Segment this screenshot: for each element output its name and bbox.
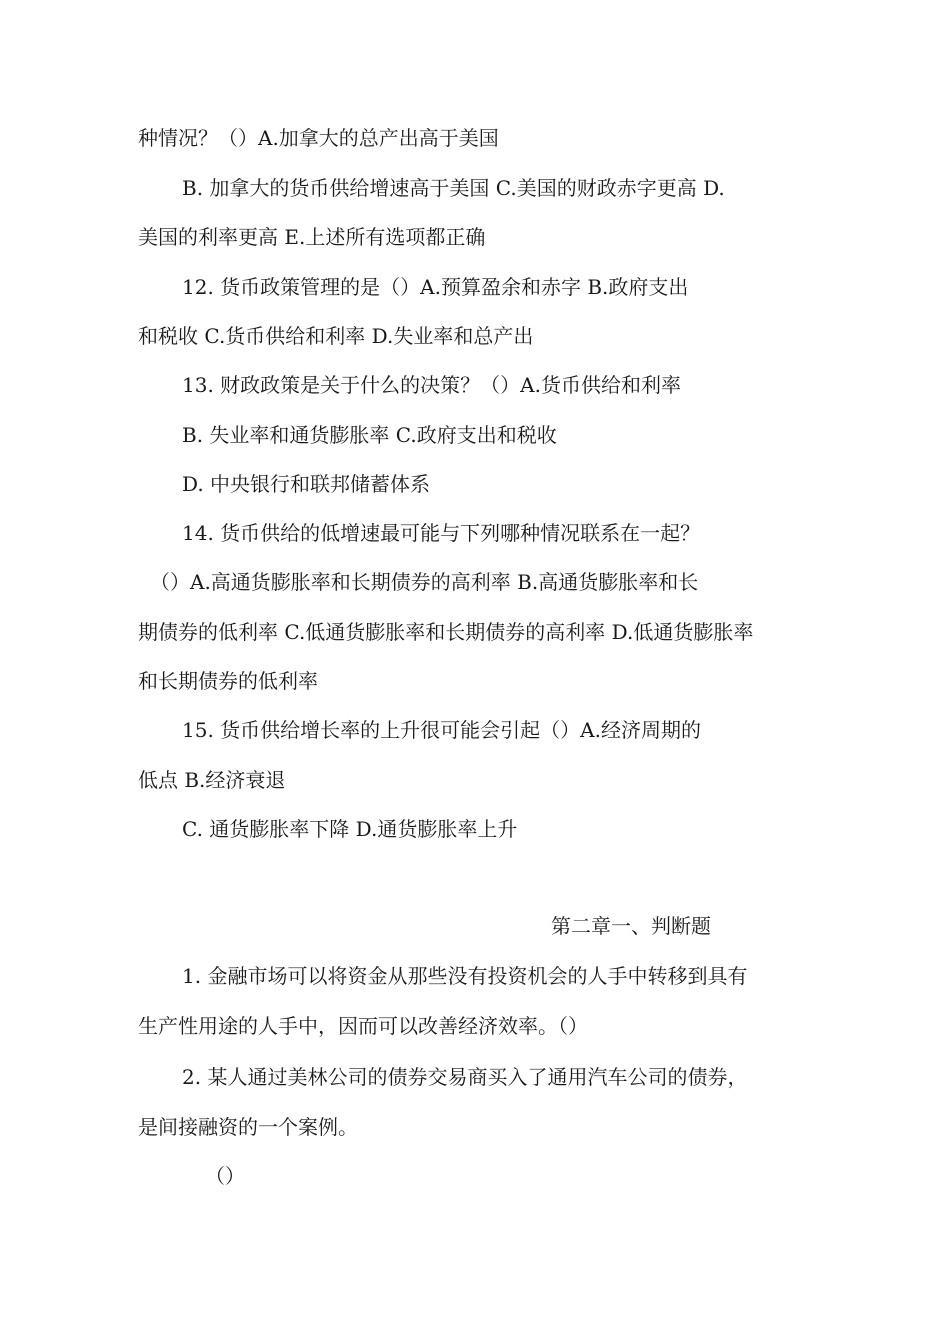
text-line: 12. 货币政策管理的是（）A.预算盈余和赤字 B.政府支出 (182, 275, 689, 299)
text-line: 低点 B.经济衰退 (138, 768, 286, 792)
text-line: 1. 金融市场可以将资金从那些没有投资机会的人手中转移到具有 (182, 964, 748, 988)
text-line: 15. 货币供给增长率的上升很可能会引起（）A.经济周期的 (182, 718, 701, 742)
text-line: 生产性用途的人手中，因而可以改善经济效率。（） (138, 1014, 588, 1038)
text-line: 种情况？（）A.加拿大的总产出高于美国 (138, 126, 499, 150)
text-line: 14. 货币供给的低增速最可能与下列哪种情况联系在一起？ (182, 521, 701, 545)
section-heading: 第二章一、判断题 (551, 914, 711, 938)
text-line: 和税收 C.货币供给和利率 D.失业率和总产出 (138, 324, 534, 348)
text-line: 13. 财政政策是关于什么的决策？（）A.货币供给和利率 (182, 373, 681, 397)
answer-blank: （） (205, 1164, 245, 1188)
text-line: 2. 某人通过美林公司的债券交易商买入了通用汽车公司的债券， (182, 1065, 748, 1089)
text-line: B. 失业率和通货膨胀率 C.政府支出和税收 (182, 423, 557, 447)
text-line: 期债券的低利率 C.低通货膨胀率和长期债券的高利率 D.低通货膨胀率 (138, 620, 754, 644)
text-line: C. 通货膨胀率下降 D.通货膨胀率上升 (182, 817, 518, 841)
text-line: 美国的利率更高 E.上述所有选项都正确 (138, 225, 486, 249)
text-line: 是间接融资的一个案例。 (138, 1115, 358, 1139)
text-line: B. 加拿大的货币供给增速高于美国 C.美国的财政赤字更高 D. (182, 176, 725, 200)
text-line: 和长期债券的低利率 (138, 669, 318, 693)
text-line: （）A.高通货膨胀率和长期债券的高利率 B.高通货膨胀率和长 (150, 570, 699, 594)
text-line: D. 中央银行和联邦储蓄体系 (182, 472, 431, 496)
